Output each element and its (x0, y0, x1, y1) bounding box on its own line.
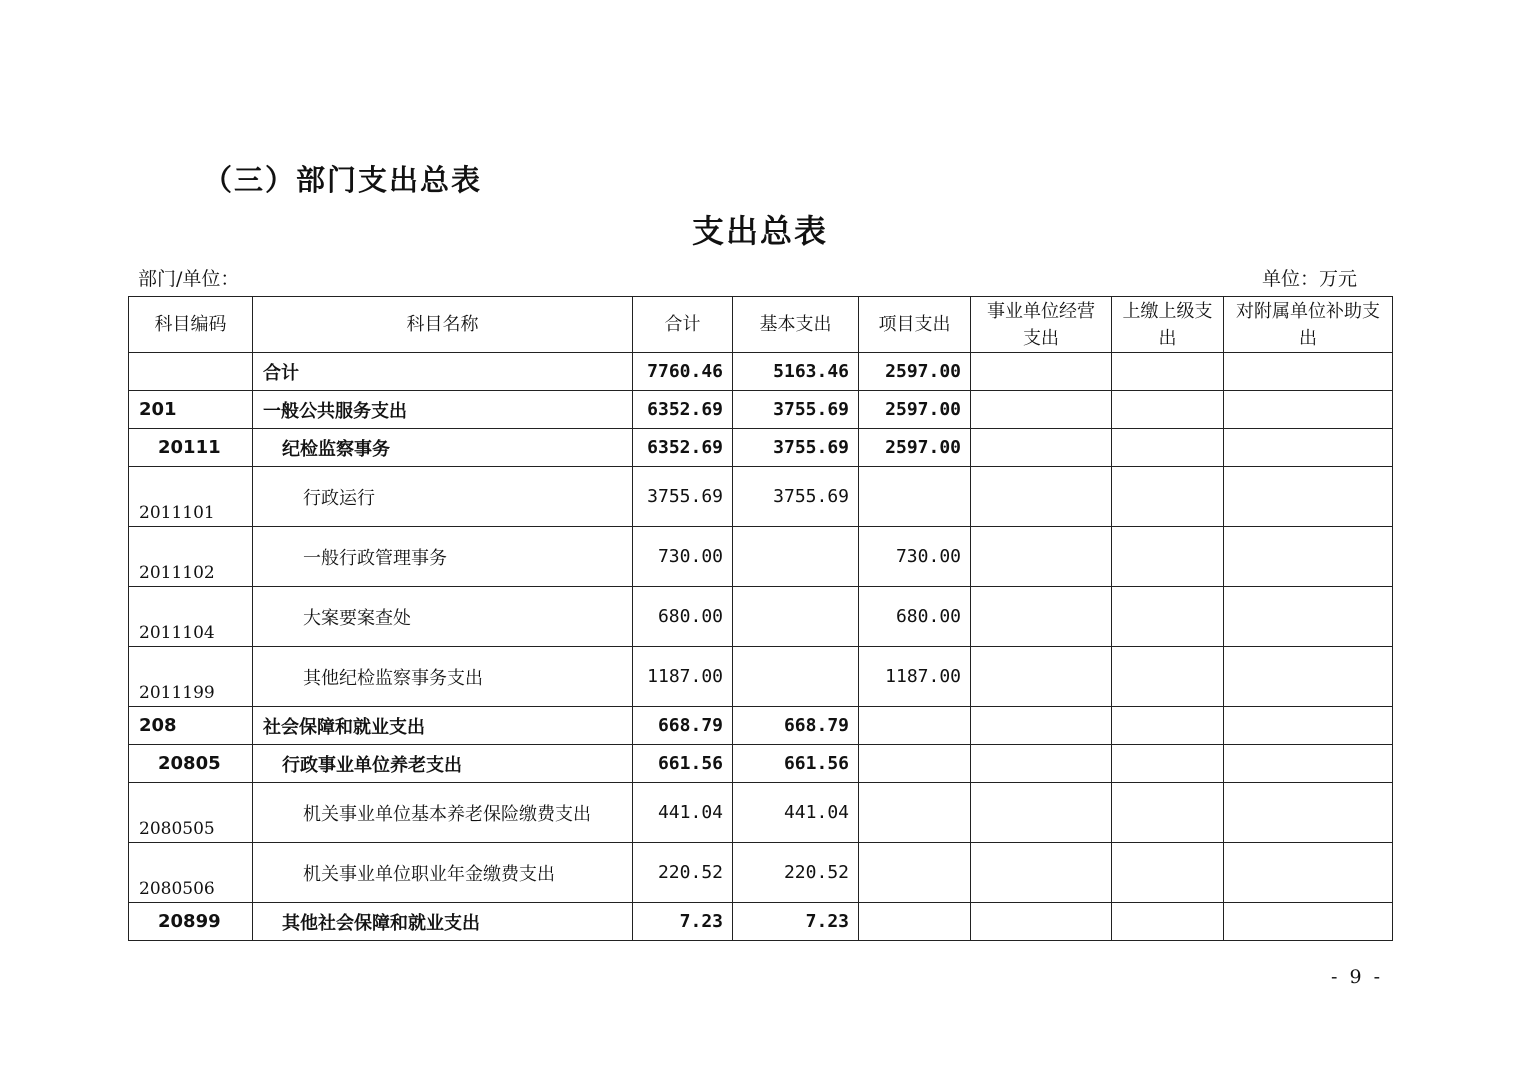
header-code: 科目编码 (129, 297, 253, 353)
cell-business (971, 353, 1112, 391)
cell-subsidy (1224, 467, 1393, 527)
header-subsidy: 对附属单位补助支出 (1224, 297, 1393, 353)
table-header-row (129, 297, 1393, 353)
cell-total: 668.79 (633, 707, 733, 745)
cell-business (971, 903, 1112, 941)
cell-name: 一般公共服务支出 (253, 391, 633, 429)
cell-business (971, 587, 1112, 647)
cell-project: 680.00 (859, 587, 971, 647)
table-row (129, 587, 1393, 647)
cell-total: 441.04 (633, 783, 733, 843)
cell-upper (1112, 647, 1224, 707)
cell-total: 220.52 (633, 843, 733, 903)
cell-business (971, 527, 1112, 587)
header-upper: 上缴上级支出 (1112, 297, 1224, 353)
cell-total: 1187.00 (633, 647, 733, 707)
cell-total: 7760.46 (633, 353, 733, 391)
cell-project (859, 707, 971, 745)
cell-total: 7.23 (633, 903, 733, 941)
cell-code: 20111 (129, 429, 253, 467)
cell-upper (1112, 587, 1224, 647)
cell-business (971, 647, 1112, 707)
cell-business (971, 429, 1112, 467)
cell-project (859, 783, 971, 843)
cell-basic: 3755.69 (733, 391, 859, 429)
cell-code (129, 353, 253, 391)
header-total: 合计 (633, 297, 733, 353)
cell-project: 1187.00 (859, 647, 971, 707)
table-row (129, 783, 1393, 843)
cell-business (971, 745, 1112, 783)
cell-upper (1112, 467, 1224, 527)
cell-basic: 661.56 (733, 745, 859, 783)
cell-basic: 3755.69 (733, 467, 859, 527)
cell-upper (1112, 353, 1224, 391)
cell-code: 201 (129, 391, 253, 429)
cell-business (971, 783, 1112, 843)
table-row (129, 353, 1393, 391)
section-heading: （三）部门支出总表 (203, 163, 483, 197)
table-row (129, 903, 1393, 941)
cell-subsidy (1224, 903, 1393, 941)
table-row (129, 707, 1393, 745)
header-project: 项目支出 (859, 297, 971, 353)
cell-total: 680.00 (633, 587, 733, 647)
cell-project (859, 467, 971, 527)
cell-name: 其他纪检监察事务支出 (253, 647, 633, 707)
cell-name: 一般行政管理事务 (253, 527, 633, 587)
cell-subsidy (1224, 745, 1393, 783)
cell-project (859, 843, 971, 903)
table-row (129, 843, 1393, 903)
table-title: 支出总表 (691, 212, 828, 250)
cell-name: 纪检监察事务 (253, 429, 633, 467)
cell-subsidy (1224, 391, 1393, 429)
cell-project: 2597.00 (859, 353, 971, 391)
cell-code: 2011102 (129, 527, 253, 587)
cell-upper (1112, 783, 1224, 843)
cell-code: 20805 (129, 745, 253, 783)
cell-code: 2011101 (129, 467, 253, 527)
cell-name: 机关事业单位职业年金缴费支出 (253, 843, 633, 903)
cell-basic: 5163.46 (733, 353, 859, 391)
cell-subsidy (1224, 843, 1393, 903)
cell-upper (1112, 429, 1224, 467)
cell-subsidy (1224, 783, 1393, 843)
cell-subsidy (1224, 527, 1393, 587)
cell-business (971, 843, 1112, 903)
cell-name: 其他社会保障和就业支出 (253, 903, 633, 941)
table-row (129, 647, 1393, 707)
cell-business (971, 391, 1112, 429)
cell-subsidy (1224, 707, 1393, 745)
cell-project: 2597.00 (859, 429, 971, 467)
cell-basic: 7.23 (733, 903, 859, 941)
cell-subsidy (1224, 587, 1393, 647)
header-basic: 基本支出 (733, 297, 859, 353)
cell-code: 2011104 (129, 587, 253, 647)
cell-total: 3755.69 (633, 467, 733, 527)
department-label: 部门/单位： (138, 268, 240, 290)
cell-total: 6352.69 (633, 391, 733, 429)
cell-total: 661.56 (633, 745, 733, 783)
cell-upper (1112, 527, 1224, 587)
cell-basic (733, 527, 859, 587)
cell-project (859, 903, 971, 941)
cell-project: 2597.00 (859, 391, 971, 429)
cell-total: 6352.69 (633, 429, 733, 467)
cell-total: 730.00 (633, 527, 733, 587)
table-row (129, 467, 1393, 527)
cell-name: 合计 (253, 353, 633, 391)
cell-basic: 3755.69 (733, 429, 859, 467)
cell-code: 20899 (129, 903, 253, 941)
page-number: - 9 - (1330, 966, 1383, 988)
cell-upper (1112, 843, 1224, 903)
cell-upper (1112, 707, 1224, 745)
cell-business (971, 707, 1112, 745)
cell-code: 2080505 (129, 783, 253, 843)
cell-basic (733, 647, 859, 707)
cell-code: 208 (129, 707, 253, 745)
cell-name: 机关事业单位基本养老保险缴费支出 (253, 783, 633, 843)
cell-upper (1112, 903, 1224, 941)
cell-name: 社会保障和就业支出 (253, 707, 633, 745)
cell-subsidy (1224, 429, 1393, 467)
cell-subsidy (1224, 647, 1393, 707)
header-business: 事业单位经营支出 (971, 297, 1112, 353)
cell-basic: 668.79 (733, 707, 859, 745)
cell-basic: 220.52 (733, 843, 859, 903)
table-row (129, 745, 1393, 783)
expenditure-table (128, 296, 1393, 941)
table-row (129, 527, 1393, 587)
cell-code: 2080506 (129, 843, 253, 903)
cell-business (971, 467, 1112, 527)
cell-basic (733, 587, 859, 647)
table-row (129, 391, 1393, 429)
cell-upper (1112, 391, 1224, 429)
cell-project: 730.00 (859, 527, 971, 587)
cell-code: 2011199 (129, 647, 253, 707)
cell-name: 行政事业单位养老支出 (253, 745, 633, 783)
cell-upper (1112, 745, 1224, 783)
header-name: 科目名称 (253, 297, 633, 353)
cell-project (859, 745, 971, 783)
cell-subsidy (1224, 353, 1393, 391)
unit-label: 单位：万元 (1261, 268, 1357, 290)
cell-name: 行政运行 (253, 467, 633, 527)
table-row (129, 429, 1393, 467)
cell-basic: 441.04 (733, 783, 859, 843)
cell-name: 大案要案查处 (253, 587, 633, 647)
